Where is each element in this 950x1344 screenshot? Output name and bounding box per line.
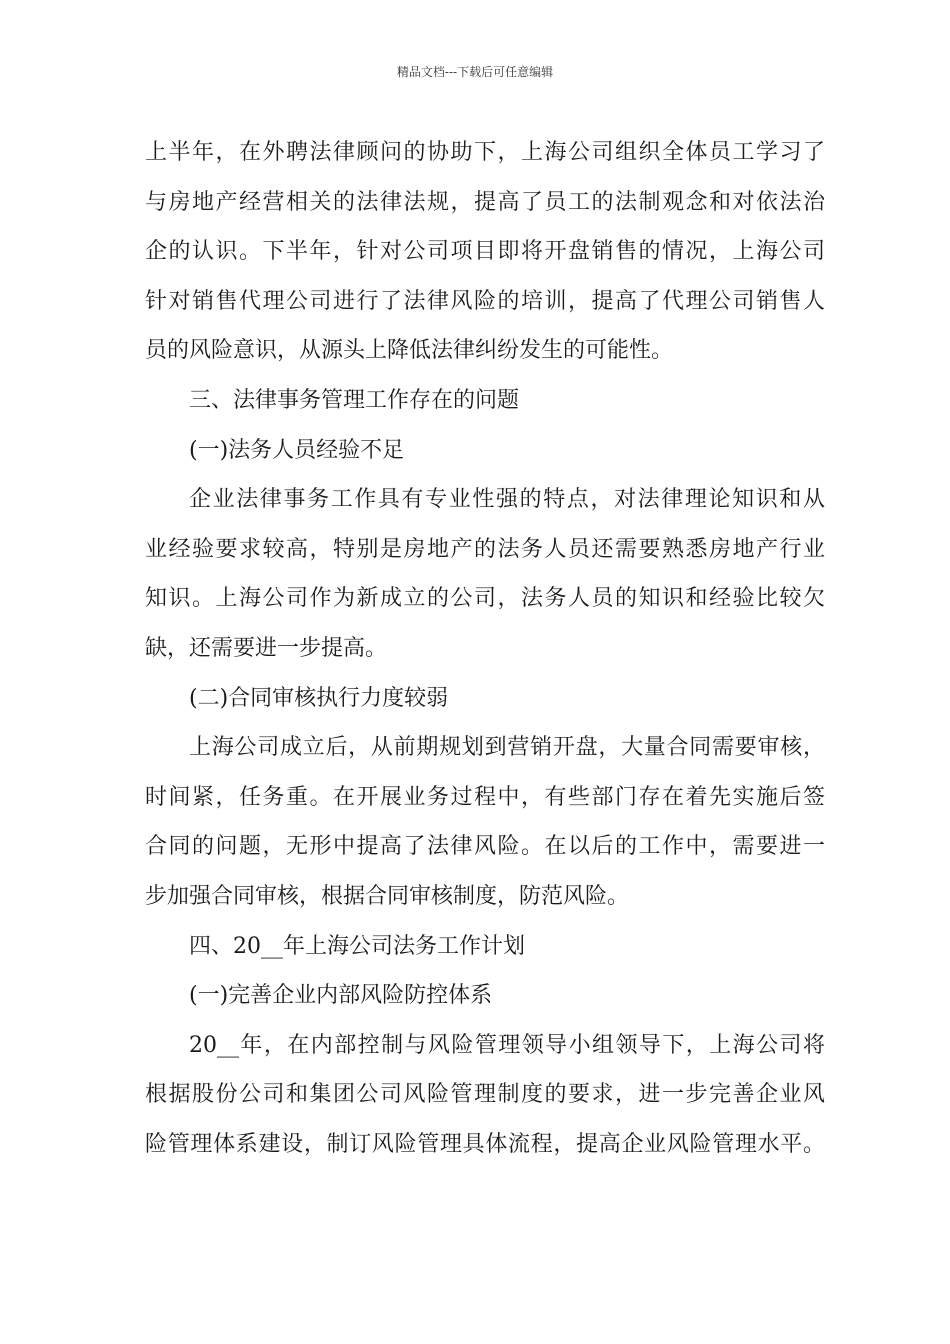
page-header: 精品文档---下载后可任意编辑	[396, 65, 554, 79]
subsection-heading: (一)法务人员经验不足	[189, 437, 405, 463]
document-body	[145, 128, 825, 1169]
text-line: 业经验要求较高，特别是房地产的法务人员还需要熟悉房地产行业	[145, 536, 825, 562]
text-line: 企的认识。下半年，针对公司项目即将开盘销售的情况，上海公司	[145, 239, 825, 265]
subsection-heading: (一)完善企业内部风险防控体系	[189, 983, 493, 1009]
text-line: 20__年，在内部控制与风险管理领导小组领导下，上海公司将	[189, 1032, 825, 1058]
text-line: 上半年，在外聘法律顾问的协助下，上海公司组织全体员工学习了	[145, 140, 825, 165]
text-line: 上海公司成立后，从前期规划到营销开盘，大量合同需要审核，	[189, 735, 825, 761]
subsection-heading: (二)合同审核执行力度较弱	[189, 685, 449, 711]
text-line: 员的风险意识，从源头上降低法律纠纷发生的可能性。	[145, 338, 674, 364]
section-heading: 三、法律事务管理工作存在的问题	[189, 387, 520, 413]
text-line: 险管理体系建设，制订风险管理具体流程，提高企业风险管理水平。	[145, 1131, 825, 1157]
text-line: 企业法律事务工作具有专业性强的特点，对法律理论知识和从	[189, 487, 825, 513]
section-heading: 四、20__年上海公司法务工作计划	[189, 933, 525, 959]
text-line: 知识。上海公司作为新成立的公司，法务人员的知识和经验比较欠	[145, 586, 825, 612]
text-line: 合同的问题，无形中提高了法律风险。在以后的工作中，需要进一	[145, 834, 825, 860]
text-line: 与房地产经营相关的法律法规，提高了员工的法制观念和对依法治	[145, 189, 825, 215]
text-line: 缺，还需要进一步提高。	[145, 635, 388, 661]
text-line: 根据股份公司和集团公司风险管理制度的要求，进一步完善企业风	[145, 1082, 825, 1108]
text-line: 步加强合同审核，根据合同审核制度，防范风险。	[145, 883, 630, 909]
text-line: 针对销售代理公司进行了法律风险的培训，提高了代理公司销售人	[145, 288, 825, 314]
text-line: 时间紧，任务重。在开展业务过程中，有些部门存在着先实施后签	[145, 784, 825, 810]
